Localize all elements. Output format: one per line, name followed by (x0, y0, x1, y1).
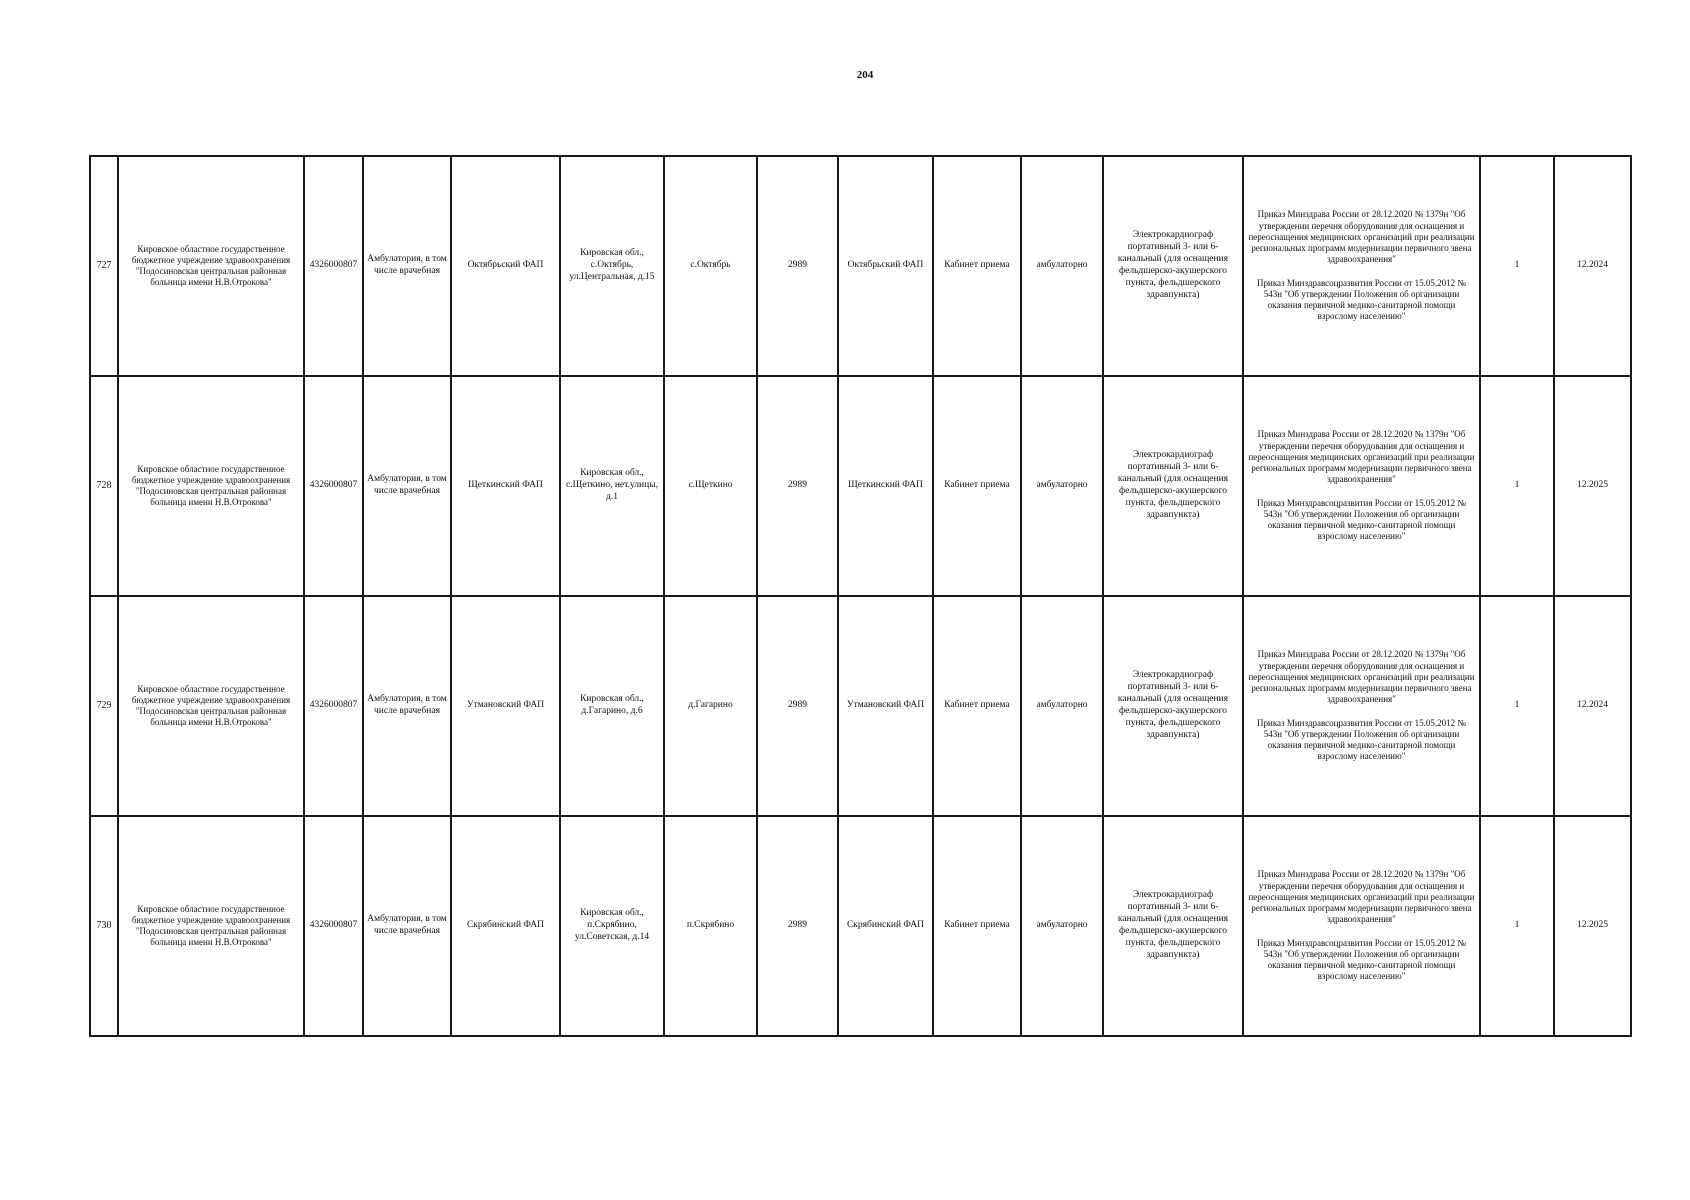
unit-name-cell: Скрябинский ФАП (451, 816, 560, 1036)
equipment-table (89, 155, 1632, 1037)
site-cell: Утмановский ФАП (838, 596, 933, 816)
row-number: 729 (90, 596, 118, 816)
code-cell: 2989 (757, 156, 838, 376)
date-cell: 12.2024 (1554, 156, 1631, 376)
legal-basis-order-1379n: Приказ Минздрава России от 28.12.2020 № 1379н "Об утверждении перечня оборудования для оснащения и переоснащения медицинских организаций при реализации региональных программ модернизации первичного звена здравоохранения" (1248, 429, 1475, 485)
legal-basis-cell (1243, 156, 1480, 376)
quantity-cell: 1 (1480, 816, 1554, 1036)
legal-basis-order-543n: Приказ Минздравсоцразвития России от 15.05.2012 № 543н "Об утверждении Положения об организации оказания первичной медико-санитарной помощи взрослому населению" (1257, 497, 1466, 542)
site-cell: Щеткинский ФАП (838, 376, 933, 596)
table-row (90, 156, 1631, 376)
room-cell: Кабинет приема (933, 816, 1021, 1036)
room-cell: Кабинет приема (933, 596, 1021, 816)
legal-basis-order-1379n: Приказ Минздрава России от 28.12.2020 № 1379н "Об утверждении перечня оборудования для оснащения и переоснащения медицинских организаций при реализации региональных программ модернизации первичного звена здравоохранения" (1248, 649, 1475, 705)
locality-cell: п.Скрябино (664, 816, 757, 1036)
legal-spacer (1248, 926, 1475, 938)
organization-name: Кировское областное государственное бюджетное учреждение здравоохранения "Подосиновская центральная районная больница имени Н.В.Отрокова" (118, 596, 304, 816)
site-cell: Октябрьский ФАП (838, 156, 933, 376)
date-cell: 12.2025 (1554, 816, 1631, 1036)
organization-name: Кировское областное государственное бюджетное учреждение здравоохранения "Подосиновская центральная районная больница имени Н.В.Отрокова" (118, 376, 304, 596)
equipment-cell: Электрокардиограф портативный 3- или 6-канальный (для оснащения фельдшерско-акушерского пункта, фельдшерского здравпункта) (1103, 156, 1243, 376)
legal-spacer (1248, 486, 1475, 498)
date-cell: 12.2025 (1554, 376, 1631, 596)
legal-basis-order-1379n: Приказ Минздрава России от 28.12.2020 № 1379н "Об утверждении перечня оборудования для оснащения и переоснащения медицинских организаций при реализации региональных программ модернизации первичного звена здравоохранения" (1248, 209, 1475, 265)
legal-basis-order-1379n: Приказ Минздрава России от 28.12.2020 № 1379н "Об утверждении перечня оборудования для оснащения и переоснащения медицинских организаций при реализации региональных программ модернизации первичного звена здравоохранения" (1248, 869, 1475, 925)
quantity-cell: 1 (1480, 376, 1554, 596)
equipment-cell: Электрокардиограф портативный 3- или 6-канальный (для оснащения фельдшерско-акушерского пункта, фельдшерского здравпункта) (1103, 816, 1243, 1036)
site-cell: Скрябинский ФАП (838, 816, 933, 1036)
legal-basis-cell (1243, 376, 1480, 596)
inn-cell: 4326000807 (304, 376, 363, 596)
quantity-cell: 1 (1480, 596, 1554, 816)
legal-basis-order-543n: Приказ Минздравсоцразвития России от 15.05.2012 № 543н "Об утверждении Положения об организации оказания первичной медико-санитарной помощи взрослому населению" (1257, 717, 1466, 762)
date-cell: 12.2024 (1554, 596, 1631, 816)
unit-type-cell: Амбулатория, в том числе врачебная (363, 596, 451, 816)
code-cell: 2989 (757, 816, 838, 1036)
legal-spacer (1248, 706, 1475, 718)
legal-basis-cell (1243, 816, 1480, 1036)
unit-name-cell: Щеткинский ФАП (451, 376, 560, 596)
legal-basis-order-543n: Приказ Минздравсоцразвития России от 15.05.2012 № 543н "Об утверждении Положения об организации оказания первичной медико-санитарной помощи взрослому населению" (1257, 277, 1466, 322)
unit-type-cell: Амбулатория, в том числе врачебная (363, 376, 451, 596)
unit-name-cell: Утмановский ФАП (451, 596, 560, 816)
condition-cell: амбулаторно (1021, 816, 1103, 1036)
legal-basis-cell (1243, 596, 1480, 816)
row-number: 730 (90, 816, 118, 1036)
address-cell: Кировская обл., с.Щеткино, нет.улицы, д.1 (560, 376, 664, 596)
page-number: 204 (856, 69, 874, 81)
inn-cell: 4326000807 (304, 816, 363, 1036)
code-cell: 2989 (757, 596, 838, 816)
code-cell: 2989 (757, 376, 838, 596)
room-cell: Кабинет приема (933, 156, 1021, 376)
condition-cell: амбулаторно (1021, 596, 1103, 816)
inn-cell: 4326000807 (304, 596, 363, 816)
legal-basis-order-543n: Приказ Минздравсоцразвития России от 15.05.2012 № 543н "Об утверждении Положения об организации оказания первичной медико-санитарной помощи взрослому населению" (1257, 937, 1466, 982)
unit-type-cell: Амбулатория, в том числе врачебная (363, 156, 451, 376)
address-cell: Кировская обл., д.Гагарино, д.6 (560, 596, 664, 816)
unit-type-cell: Амбулатория, в том числе врачебная (363, 816, 451, 1036)
organization-name: Кировское областное государственное бюджетное учреждение здравоохранения "Подосиновская центральная районная больница имени Н.В.Отрокова" (118, 156, 304, 376)
locality-cell: д.Гагарино (664, 596, 757, 816)
address-cell: Кировская обл., п.Скрябино, ул.Советская, д.14 (560, 816, 664, 1036)
quantity-cell: 1 (1480, 156, 1554, 376)
legal-spacer (1248, 266, 1475, 278)
inn-cell: 4326000807 (304, 156, 363, 376)
condition-cell: амбулаторно (1021, 156, 1103, 376)
room-cell: Кабинет приема (933, 376, 1021, 596)
condition-cell: амбулаторно (1021, 376, 1103, 596)
organization-name: Кировское областное государственное бюджетное учреждение здравоохранения "Подосиновская центральная районная больница имени Н.В.Отрокова" (118, 816, 304, 1036)
table-row (90, 596, 1631, 816)
table-row (90, 376, 1631, 596)
locality-cell: с.Октябрь (664, 156, 757, 376)
equipment-cell: Электрокардиограф портативный 3- или 6-канальный (для оснащения фельдшерско-акушерского пункта, фельдшерского здравпункта) (1103, 376, 1243, 596)
row-number: 728 (90, 376, 118, 596)
locality-cell: с.Щеткино (664, 376, 757, 596)
unit-name-cell: Октябрьский ФАП (451, 156, 560, 376)
address-cell: Кировская обл., с.Октябрь, ул.Центральная, д.15 (560, 156, 664, 376)
table-row (90, 816, 1631, 1036)
row-number: 727 (90, 156, 118, 376)
equipment-cell: Электрокардиограф портативный 3- или 6-канальный (для оснащения фельдшерско-акушерского пункта, фельдшерского здравпункта) (1103, 596, 1243, 816)
